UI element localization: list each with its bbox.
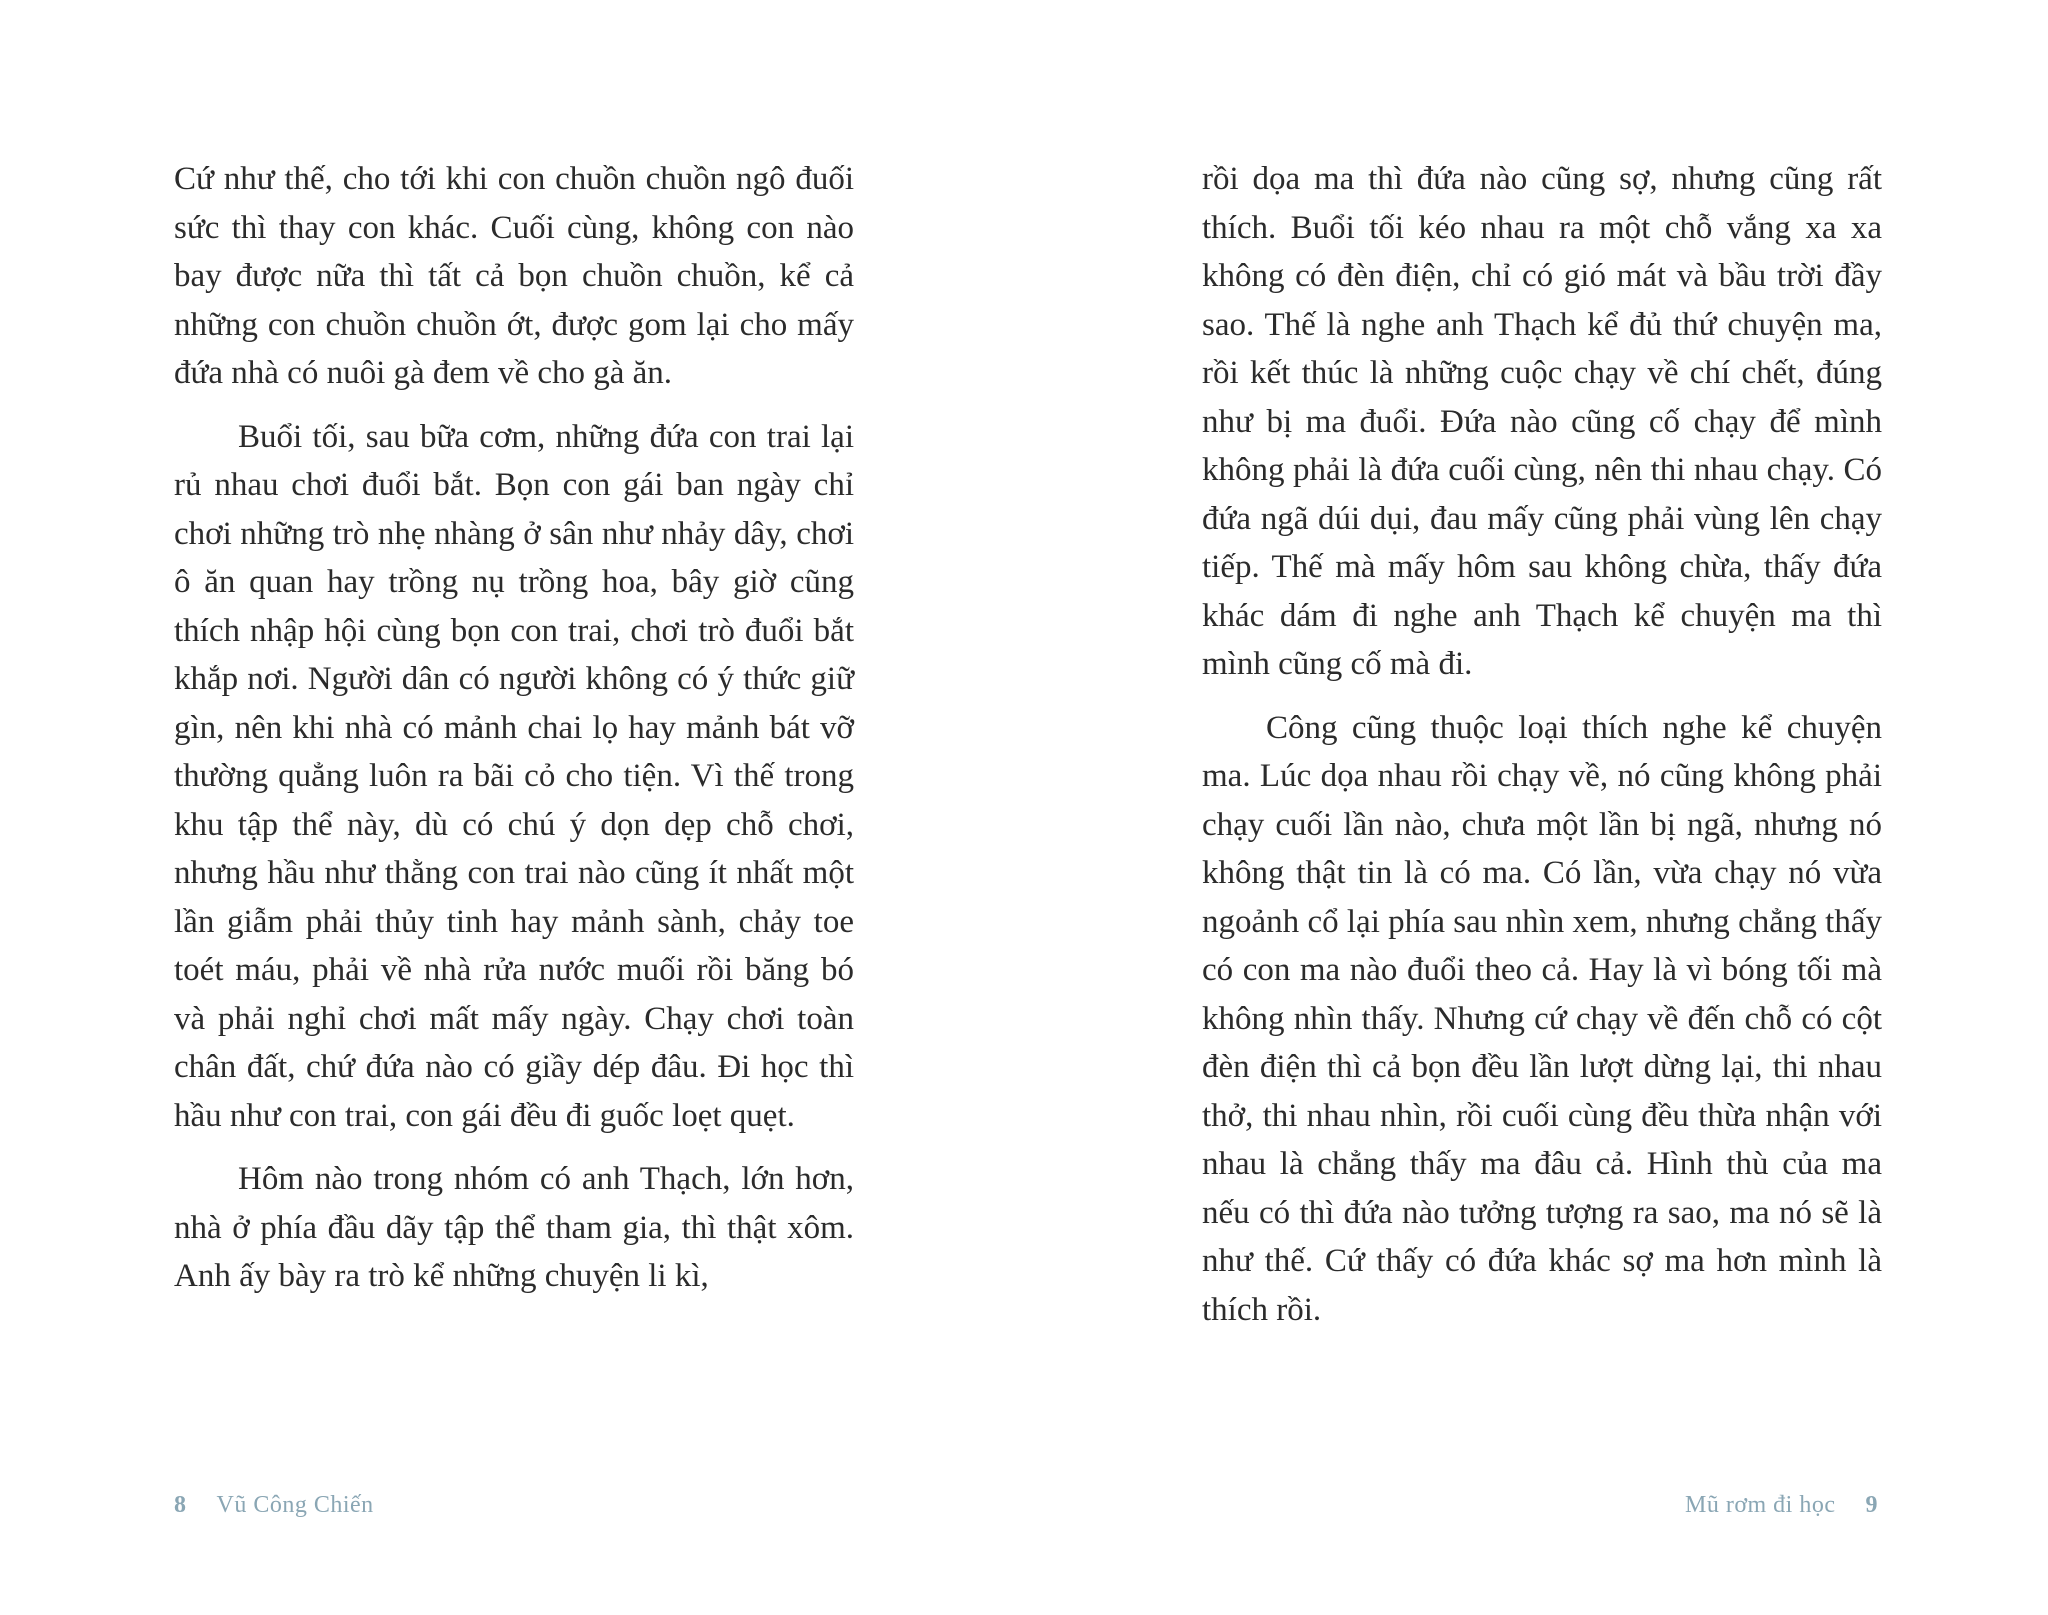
right-page-footer	[1685, 1492, 1878, 1519]
page-number: 9	[1865, 1492, 1878, 1518]
page-number: 8	[174, 1492, 187, 1518]
paragraph: rồi dọa ma thì đứa nào cũng sợ, nhưng cũng rất thích. Buổi tối kéo nhau ra một chỗ vắng xa xa không có đèn điện, chỉ có gió mát và bầu trời đầy sao. Thế là nghe anh Thạch kể đủ thứ chuyện ma, rồi kết thúc là những cuộc chạy về chí chết, đúng như bị ma đuổi. Đứa nào cũng cố chạy để mình không phải là đứa cuối cùng, nên thi nhau chạy. Có đứa ngã dúi dụi, đau mấy cũng phải vùng lên chạy tiếp. Thế mà mấy hôm sau không chừa, thấy đứa khác dám đi nghe anh Thạch kể chuyện ma thì mình cũng cố mà đi.	[1202, 161, 1882, 682]
right-page	[1024, 0, 2048, 1615]
book-title: Mũ rơm đi học	[1684, 1492, 1836, 1518]
paragraph: Công cũng thuộc loại thích nghe kể chuyện ma. Lúc dọa nhau rồi chạy về, nó cũng không phải chạy cuối lần nào, chưa một lần bị ngã, nhưng nó không thật tin là có ma. Có lần, vừa chạy nó vừa ngoảnh cổ lại phía sau nhìn xem, nhưng chẳng thấy có con ma nào đuổi theo cả. Hay là vì bóng tối mà không nhìn thấy. Nhưng cứ chạy về đến chỗ có cột đèn điện thì cả bọn đều lần lượt dừng lại, thi nhau thở, thi nhau nhìn, rồi cuối cùng đều thừa nhận với nhau là chẳng thấy ma đâu cả. Hình thù của ma nếu có thì đứa nào tưởng tượng ra sao, ma nó sẽ là như thế. Cứ thấy có đứa khác sợ ma hơn mình là thích rồi.	[1202, 709, 1882, 1328]
paragraph: Cứ như thế, cho tới khi con chuồn chuồn ngô đuối sức thì thay con khác. Cuối cùng, không con nào bay được nữa thì tất cả bọn chuồn chuồn, kể cả những con chuồn chuồn ớt, được gom lại cho mấy đứa nhà có nuôi gà đem về cho gà ăn.	[174, 161, 854, 391]
author-name: Vũ Công Chiến	[216, 1492, 374, 1518]
left-page-body	[174, 155, 854, 1316]
left-page-footer	[174, 1492, 374, 1519]
right-page-body	[1202, 155, 1882, 1349]
paragraph: Buổi tối, sau bữa cơm, những đứa con trai lại rủ nhau chơi đuổi bắt. Bọn con gái ban ngày chỉ chơi những trò nhẹ nhàng ở sân như nhảy dây, chơi ô ăn quan hay trồng nụ trồng hoa, bây giờ cũng thích nhập hội cùng bọn con trai, chơi trò đuổi bắt khắp nơi. Người dân có người không có ý thức giữ gìn, nên khi nhà có mảnh chai lọ hay mảnh bát vỡ thường quẳng luôn ra bãi cỏ cho tiện. Vì thế trong khu tập thể này, dù có chú ý dọn dẹp chỗ chơi, nhưng hầu như thằng con trai nào cũng ít nhất một lần giẫm phải thủy tinh hay mảnh sành, chảy toe toét máu, phải về nhà rửa nước muối rồi băng bó và phải nghỉ chơi mất mấy ngày. Chạy chơi toàn chân đất, chứ đứa nào có giầy dép đâu. Đi học thì hầu như con trai, con gái đều đi guốc loẹt quẹt.	[174, 418, 854, 1134]
paragraph: Hôm nào trong nhóm có anh Thạch, lớn hơn, nhà ở phía đầu dãy tập thể tham gia, thì thật xôm. Anh ấy bày ra trò kể những chuyện li kì,	[174, 1161, 854, 1294]
